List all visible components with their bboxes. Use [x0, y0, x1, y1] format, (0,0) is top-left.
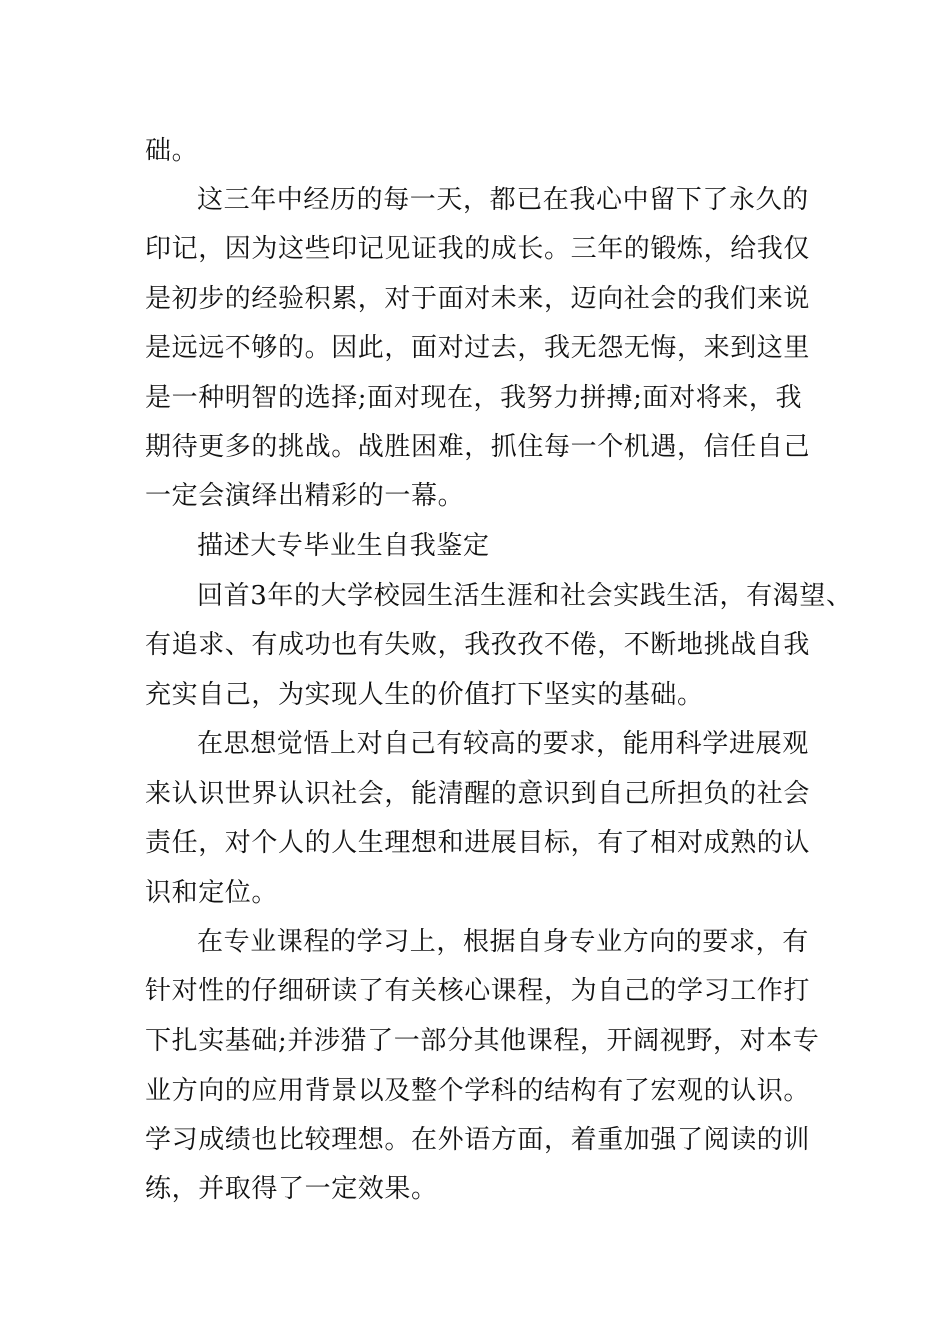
text-line-16: 识和定位。 [145, 878, 279, 908]
text-line-19: 下扎实基础;并涉猎了一部分其他课程，开阔视野，对本专 [145, 1026, 820, 1056]
text-line-6: 是一种明智的选择;面对现在，我努力拼搏;面对将来，我 [145, 383, 803, 413]
text-line-22: 练，并取得了一定效果。 [145, 1174, 438, 1204]
text-line-11: 有追求、有成功也有失败，我孜孜不倦，不断地挑战自我 [145, 630, 811, 660]
section-heading: 描述大专毕业生自我鉴定 [197, 531, 490, 561]
text-line-17: 在专业课程的学习上，根据自身专业方向的要求，有 [197, 927, 809, 957]
text-line-4: 是初步的经验积累，对于面对未来，迈向社会的我们来说 [145, 284, 811, 314]
text-line-2: 这三年中经历的每一天，都已在我心中留下了永久的 [197, 185, 809, 215]
text-line-8: 一定会演绎出精彩的一幕。 [145, 481, 465, 511]
text-line-10: 回首3年的大学校园生活生涯和社会实践生活，有渴望、 [197, 581, 853, 611]
text-line-14: 来认识世界认识社会，能清醒的意识到自己所担负的社会 [145, 779, 811, 809]
text-line-15: 责任，对个人的人生理想和进展目标，有了相对成熟的认 [145, 828, 811, 858]
text-line-20: 业方向的应用背景以及整个学科的结构有了宏观的认识。 [145, 1076, 811, 1106]
text-line-13: 在思想觉悟上对自己有较高的要求，能用科学进展观 [197, 729, 809, 759]
text-line-5: 是远远不够的。因此，面对过去，我无怨无悔，来到这里 [145, 333, 811, 363]
text-line-3: 印记，因为这些印记见证我的成长。三年的锻炼，给我仅 [145, 234, 811, 264]
text-line-12: 充实自己，为实现人生的价值打下坚实的基础。 [145, 680, 704, 710]
text-line-7: 期待更多的挑战。战胜困难，抓住每一个机遇，信任自己 [145, 432, 811, 462]
text-line-1: 础。 [145, 136, 199, 166]
text-line-21: 学习成绩也比较理想。在外语方面，着重加强了阅读的训 [145, 1125, 811, 1155]
text-line-18: 针对性的仔细研读了有关核心课程，为自己的学习工作打 [145, 976, 811, 1006]
